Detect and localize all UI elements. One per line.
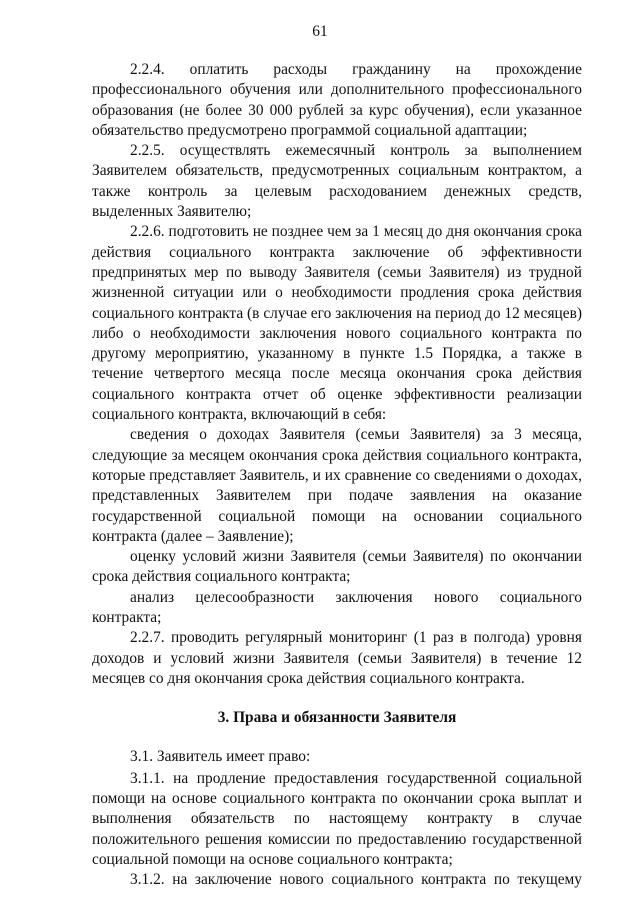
paragraph-living-conditions: оценку условий жизни Заявителя (семьи Заявителя) по окончании срока действия социального контракта; [92,548,582,586]
page-number: 61 [312,23,328,40]
paragraph-3-1-2: 3.1.2. на заключение нового социального контракта по текущему [130,871,582,889]
paragraph-2-2-6: 2.2.6. подготовить не позднее чем за 1 месяц до дня окончания срока действия социального контракта заключение об эффективности предпринятых мер по выводу Заявителя (семьи Заявителя) из трудной жизненной ситуации или о необходимости продления срока действия социального контракта (в случае его заключения на период до 12 месяцев) либо о необходимости заключения нового социального контракта по другому мероприятию, указанному в пункте 1.5 Порядка, а также в течение четвертого месяца после месяца окончания срока действия социального контракта отчет об оценке эффективности реализации социального контракта, включающий в себя: [92,223,582,424]
paragraph-2-2-7: 2.2.7. проводить регулярный мониторинг (1 раз в полгода) уровня доходов и условий жизни Заявителя (семьи Заявителя) в течение 12 месяцев со дня окончания срока действия социального контракта. [92,629,582,687]
paragraph-2-2-4: 2.2.4. оплатить расходы гражданину на прохождение профессионального обучения или дополнительного профессионального образования (не более 30 000 рублей за курс обучения), если указанное обязательство предусмотрено программой социальной адаптации; [92,61,582,139]
paragraph-3-1-1: 3.1.1. на продление предоставления государственной социальной помощи на основе социального контракта по окончании срока выплат и выполнения обязательств по настоящему контракту в случае положительного решения комиссии по предоставлению государственной социальной помощи на основе социального контракта; [92,769,582,868]
paragraph-2-2-5: 2.2.5. осуществлять ежемесячный контроль за выполнением Заявителем обязательств, предусмотренных социальным контрактом, а также контроль за целевым расходованием денежных средств, выделенных Заявителю; [92,142,582,221]
section-heading: 3. Права и обязанности Заявителя [217,709,457,727]
paragraph-new-contract-analysis: анализ целесообразности заключения нового социального контракта; [92,588,582,627]
paragraph-3-1: 3.1. Заявитель имеет право: [130,747,311,765]
paragraph-income-info: сведения о доходах Заявителя (семьи Заявителя) за 3 месяца, следующие за месяцем окончания срока действия социального контракта, которые представляет Заявитель, и их сравнение со сведениями о доходах, представленных Заявителем при подаче заявления на оказание государственной социальной помощи на основании социального контракта (далее – Заявление); [92,426,582,545]
document-body [92,60,582,891]
